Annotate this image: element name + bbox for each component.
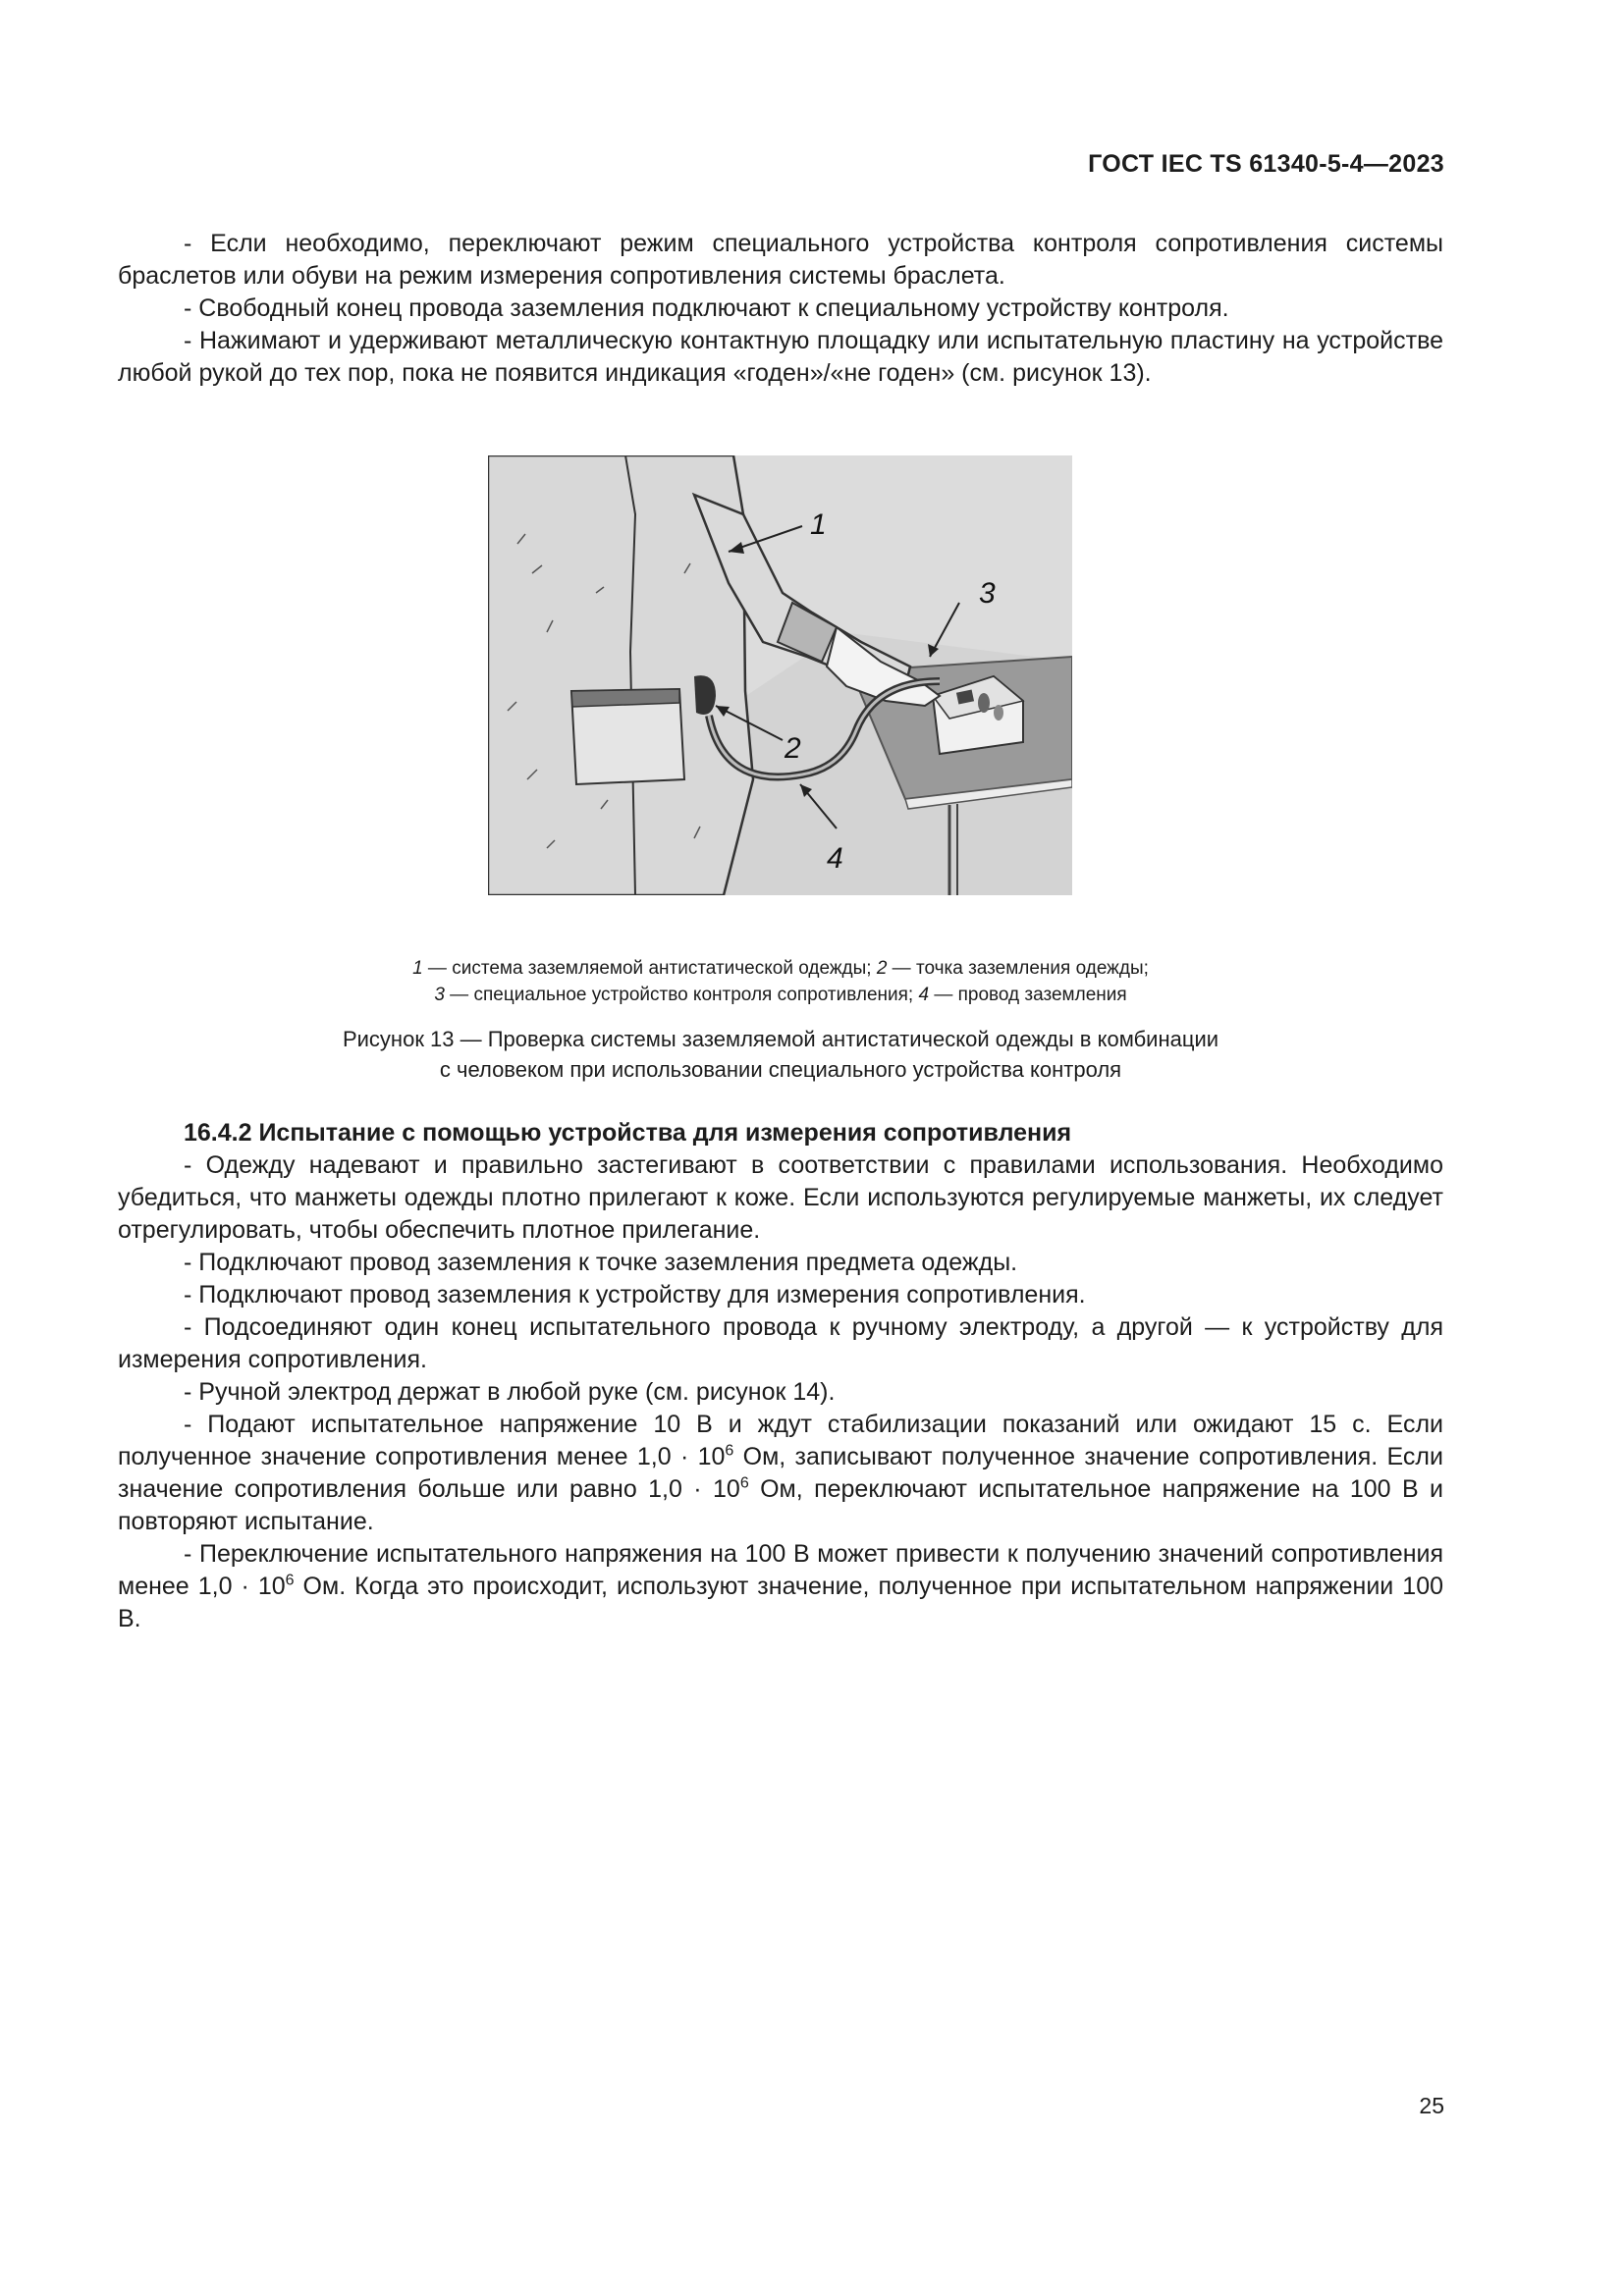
exponent-1: 6 — [725, 1442, 734, 1460]
legend-line-1 — [118, 955, 1443, 982]
legend-text-3: — специальное устройство контроля сопротивления; — [444, 985, 919, 1005]
section-paragraph-5: - Ручной электрод держат в любой руке (см. рисунок 14). — [184, 1378, 836, 1406]
intro-text — [118, 228, 1443, 390]
figure-caption — [118, 1024, 1443, 1085]
section-paragraph-7 — [118, 1538, 1443, 1635]
p6-part-a: - Подают испытательное напряжение 10 В и ждут стабилизации показаний или ожидают 15 с. Если полученное значение сопротивления менее 1,0 · 10 — [118, 1411, 1443, 1470]
exponent-3: 6 — [285, 1572, 295, 1589]
caption-line-1: Рисунок 13 — Проверка системы заземляемой антистатической одежды в комбинации — [342, 1027, 1219, 1051]
section-paragraph-3: - Подключают провод заземления к устройству для измерения сопротивления. — [184, 1281, 1086, 1308]
figure-13-drawing — [488, 455, 1072, 895]
legend-text-1: — система заземляемой антистатической одежды; — [422, 958, 877, 979]
legend-number-4: 4 — [918, 985, 930, 1005]
p7-part-b: Ом. Когда это происходит, используют значение, полученное при испытательном напряжении 100 В. — [118, 1573, 1444, 1632]
section-paragraph-2: - Подключают провод заземления к точке заземления предмета одежды. — [184, 1249, 1018, 1276]
intro-paragraph-1: - Если необходимо, переключают режим специального устройства контроля сопротивления системы браслетов или обуви на режим измерения сопротивления системы браслета. — [118, 230, 1443, 290]
legend-number-1: 1 — [412, 958, 423, 979]
section-paragraph-1: - Одежду надевают и правильно застегивают в соответствии с правилами использования. Необходимо убедиться, что манжеты одежды плотно прилегают к коже. Если используются регулируемые манжеты, их следует отрегулировать, чтобы обеспечить плотное прилегание. — [118, 1151, 1443, 1244]
caption-line-2: с человеком при использовании специального устройства контроля — [439, 1057, 1122, 1082]
p6-part-c: Ом, переключают испытательное напряжение на 100 В и повторяют испытание. — [118, 1475, 1443, 1535]
section-16-4-2 — [118, 1117, 1443, 1635]
section-paragraph-4: - Подсоединяют один конец испытательного провода к ручному электроду, а другой — к устройству для измерения сопротивления. — [118, 1313, 1443, 1373]
callout-1: 1 — [810, 508, 827, 541]
callout-2: 2 — [785, 732, 801, 765]
page-number: 25 — [1419, 2093, 1444, 2118]
p6-part-b: Ом, записывают полученное значение сопротивления. Если значение сопротивления больше или равно 1,0 · 10 — [118, 1443, 1443, 1503]
p7-part-a: - Переключение испытательного напряжения на 100 В может привести к получению значений сопротивления менее 1,0 · 10 — [118, 1540, 1443, 1600]
section-paragraph-6 — [118, 1409, 1443, 1538]
legend-text-4: — провод заземления — [929, 985, 1127, 1005]
legend-number-2: 2 — [876, 958, 888, 979]
intro-paragraph-2: - Свободный конец провода заземления подключают к специальному устройству контроля. — [184, 294, 1229, 322]
figure-13-illustration — [488, 455, 1072, 895]
legend-line-2 — [118, 982, 1443, 1008]
legend-text-2: — точка заземления одежды; — [887, 958, 1149, 979]
figure-legend — [118, 955, 1443, 1008]
callout-3: 3 — [979, 577, 996, 610]
legend-number-3: 3 — [434, 985, 445, 1005]
intro-paragraph-3: - Нажимают и удерживают металлическую контактную площадку или испытательную пластину на устройстве любой рукой до тех пор, пока не появится индикация «годен»/«не годен» (см. рисунок 13). — [118, 327, 1443, 387]
callout-4: 4 — [827, 842, 843, 875]
section-title: 16.4.2 Испытание с помощью устройства для измерения сопротивления — [184, 1119, 1072, 1147]
document-header: ГОСТ IEC TS 61340-5-4—2023 — [1088, 150, 1444, 178]
exponent-2: 6 — [739, 1474, 749, 1492]
